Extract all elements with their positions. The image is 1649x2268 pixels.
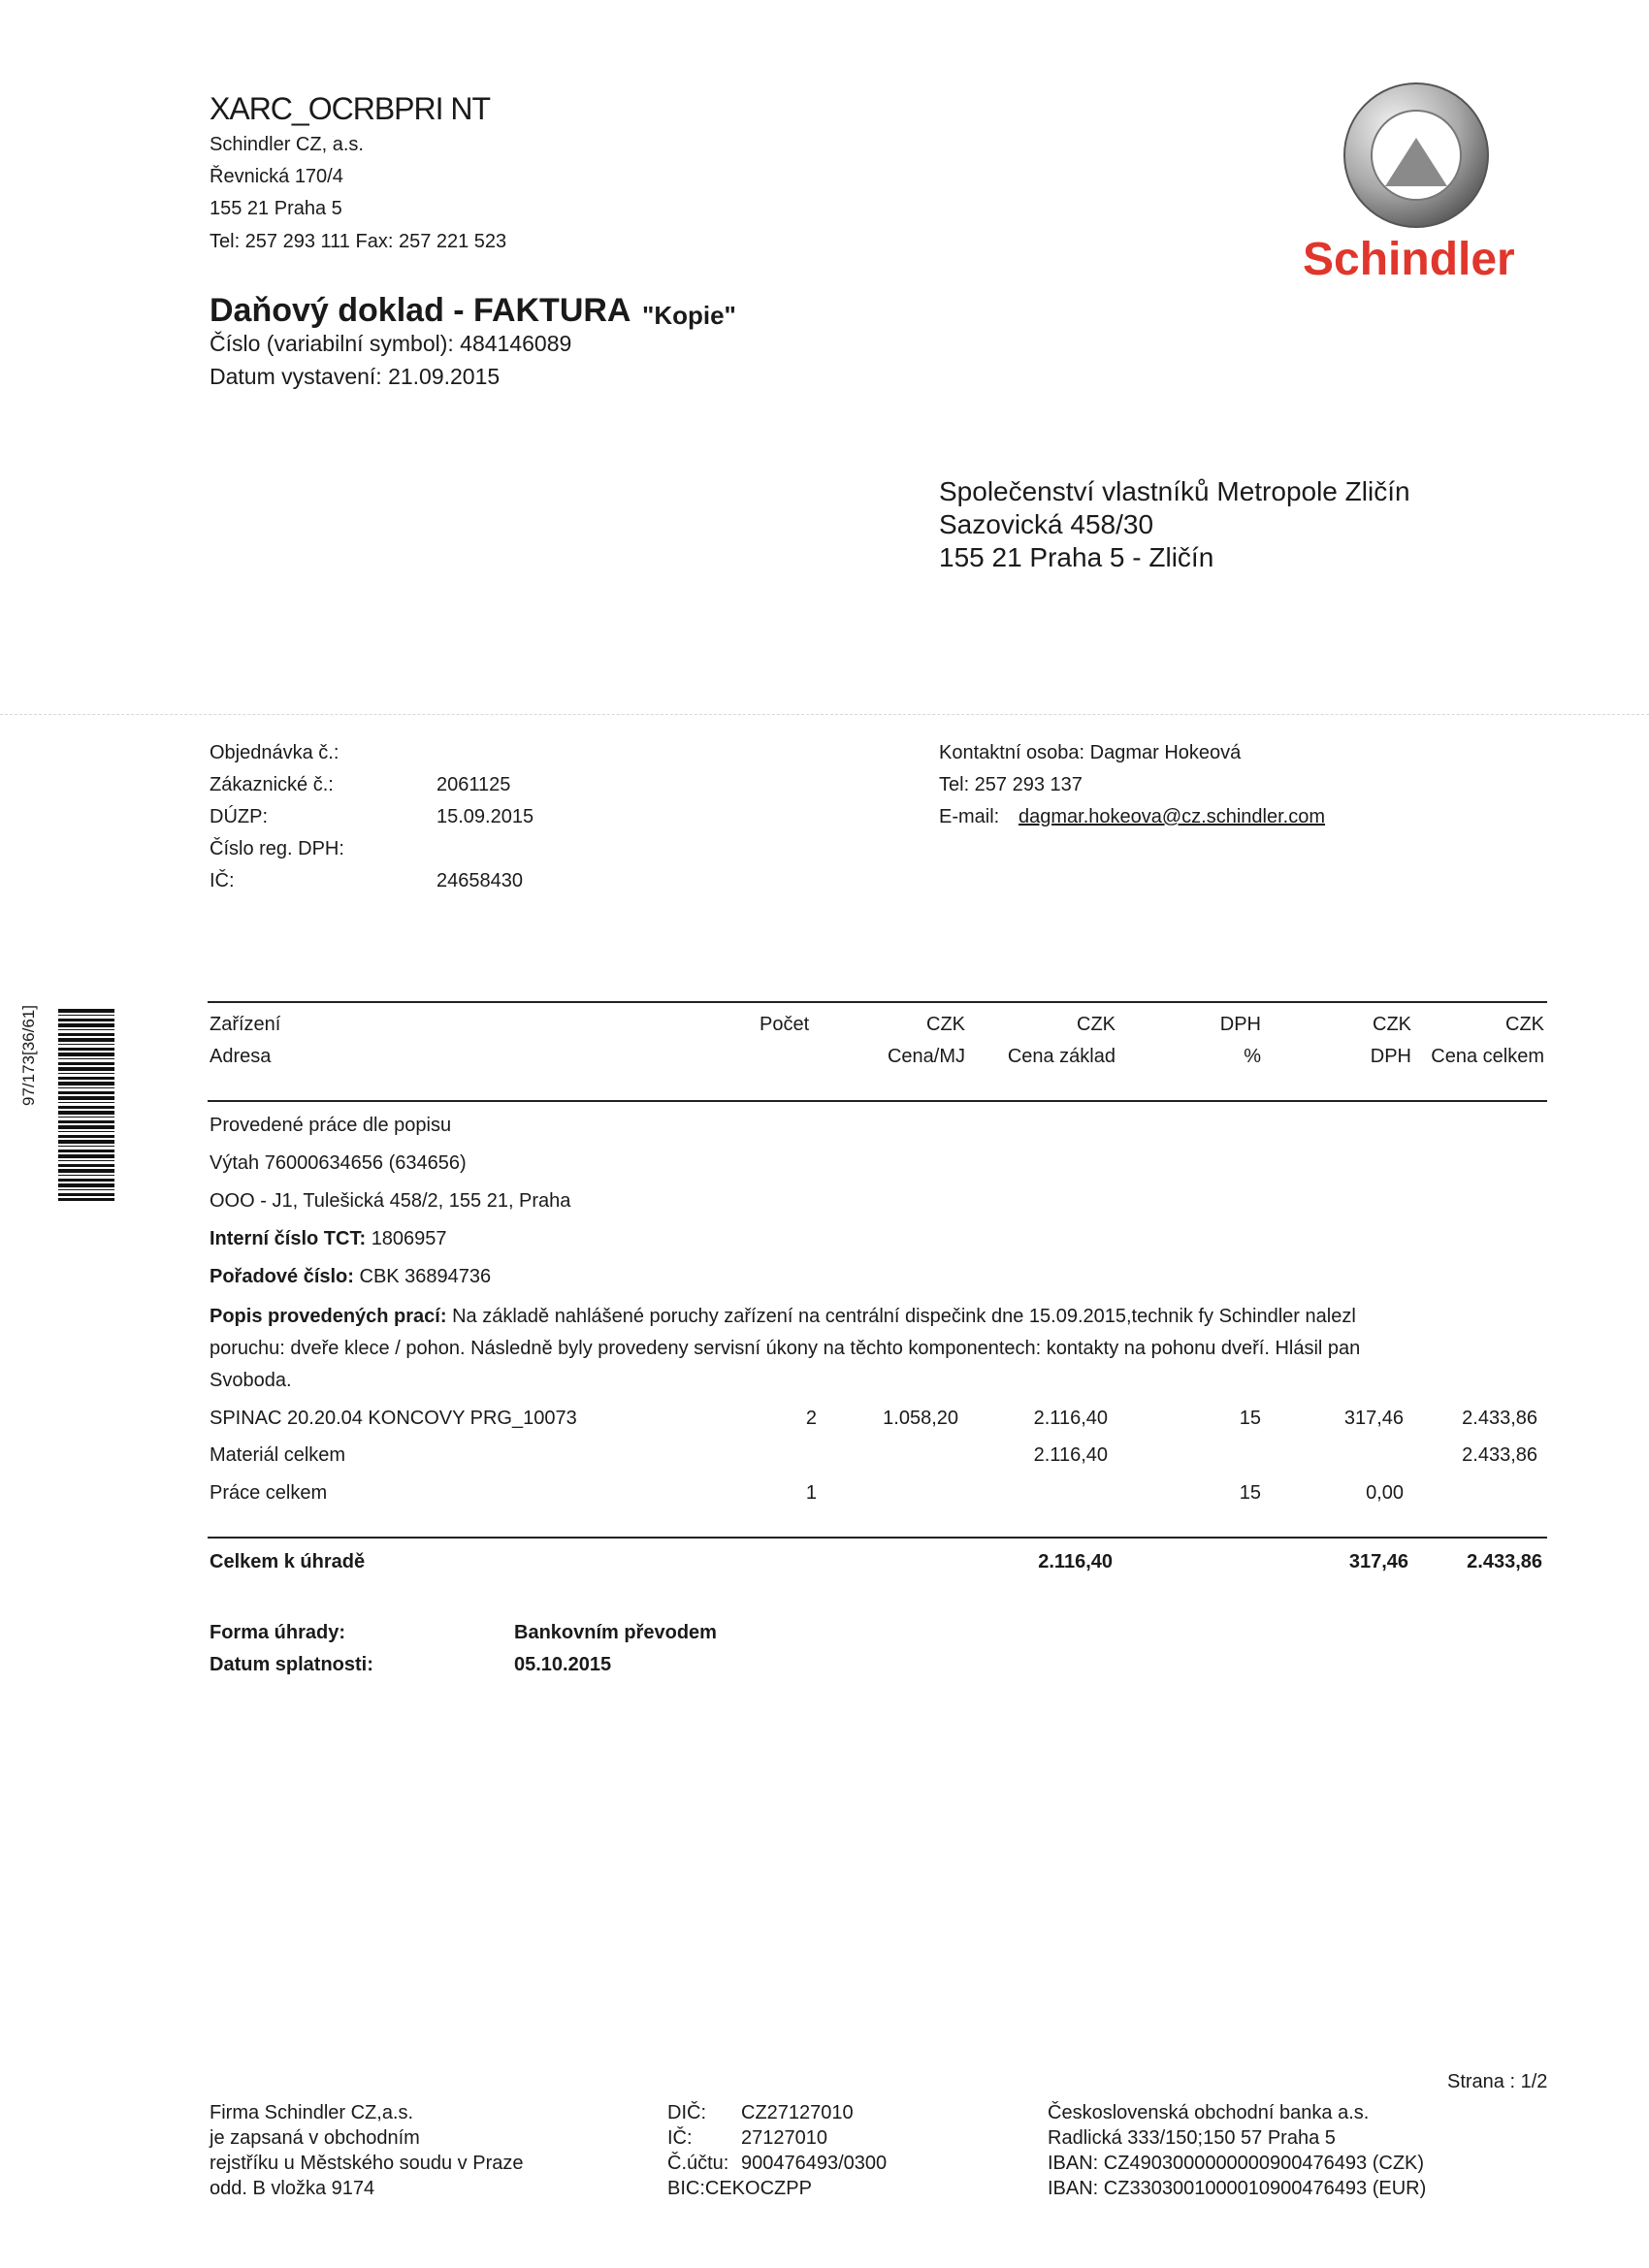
footer-label: Č.účtu: [667,2153,729,2174]
footer-bank [1048,2100,1426,2201]
duzp-label: DÚZP: [210,806,268,827]
recipient-name: Společenství vlastníků Metropole Zličín [939,476,1410,506]
contact-tel: Tel: 257 293 137 [939,774,1083,795]
footer-line: Československá obchodní banka a.s. [1048,2102,1370,2123]
col-vat-label: DPH [1219,1014,1261,1035]
contact-email-label: E-mail: [939,806,1000,827]
col-device: Zařízení [210,1014,281,1035]
doc-number: Číslo (variabilní symbol): 484146089 [210,331,572,356]
doc-title: Daňový doklad - FAKTURA [210,292,631,329]
desc-line: Provedené práce dle popisu [210,1115,452,1136]
company-name: Schindler CZ, a.s. [210,134,364,155]
col-total-currency: CZK [1505,1014,1544,1035]
work-text-2: poruchu: dveře klece / pohon. Následně byly provedeny servisní úkony na těchto komponentech: kontakty na pohonu dveří. Hlásil pan [210,1338,1361,1359]
col-vat-currency: CZK [1373,1014,1411,1035]
col-vat-amount: DPH [1370,1046,1411,1067]
schindler-logo-icon [1339,78,1494,233]
row-unit-price: 1.058,20 [883,1408,958,1429]
internal-no-label: Interní číslo TCT: [210,1228,367,1249]
total-base: 2.116,40 [1038,1551,1113,1572]
contact-person: Kontaktní osoba: Dagmar Hokeová [939,742,1242,763]
footer-value: 27127010 [741,2127,827,2149]
ic-label: IČ: [210,870,235,891]
barcode [58,1009,114,1201]
desc-line: OOO - J1, Tulešická 458/2, 155 21, Praha [210,1190,571,1212]
work-text-3: Svoboda. [210,1370,292,1391]
footer-line: IBAN: CZ3303001000010900476493 (EUR) [1048,2178,1427,2199]
col-unit-price: Cena/MJ [887,1046,965,1067]
col-unit-currency: CZK [926,1014,965,1035]
work-description [210,1301,1356,1333]
recipient-city: 155 21 Praha 5 - Zličín [939,542,1214,572]
order-seq [210,1261,491,1293]
barcode-text: 97/173[36/61] [19,1005,38,1106]
row-vat: 317,46 [1343,1408,1404,1429]
footer-line: Radlická 333/150;150 57 Praha 5 [1048,2127,1336,2149]
customer-no-value: 2061125 [436,774,511,795]
col-qty: Počet [760,1014,810,1035]
page-number: Strana : 1/2 [1447,2071,1548,2092]
footer-line: Firma Schindler CZ,a.s. [210,2102,414,2123]
work-text-1: Na základě nahlášené poruchy zařízení na centrální dispečink dne 15.09.2015,technik fy Schindler nalezl [452,1306,1356,1327]
row-name: Materiál celkem [210,1444,346,1466]
col-vat-pct: % [1244,1046,1261,1067]
total-amount: 2.433,86 [1467,1551,1542,1572]
footer-line: IBAN: CZ4903000000000900476493 (CZK) [1048,2153,1425,2174]
table-head-rule [208,1100,1547,1102]
contact-email-link[interactable]: dagmar.hokeova@cz.schindler.com [1018,806,1326,827]
payment-method-label: Forma úhrady: [210,1622,346,1643]
footer-line: je zapsaná v obchodním [210,2127,420,2149]
total-vat: 317,46 [1348,1551,1408,1572]
recipient-street: Sazovická 458/30 [939,509,1154,539]
row-vat-pct: 15 [1239,1408,1261,1429]
row-total: 2.433,86 [1462,1444,1537,1466]
vat-reg-label: Číslo reg. DPH: [210,838,344,859]
col-total-price: Cena celkem [1431,1046,1544,1067]
internal-no-value: 1806957 [371,1228,447,1249]
fold-line [0,714,1649,715]
footer-label: IČ: [667,2127,693,2149]
internal-no [210,1223,447,1255]
row-total: 2.433,86 [1462,1408,1537,1429]
col-base-currency: CZK [1077,1014,1116,1035]
issue-date: Datum vystavení: 21.09.2015 [210,364,501,389]
row-qty: 1 [805,1482,817,1504]
footer-company [210,2100,523,2201]
doc-code: XARC_OCRBPRI NT [210,91,491,126]
payment-method-value: Bankovním převodem [514,1622,717,1643]
due-date-label: Datum splatnosti: [210,1654,373,1675]
company-street: Řevnická 170/4 [210,166,343,187]
col-base-price: Cena základ [1007,1046,1116,1067]
desc-line: Výtah 76000634656 (634656) [210,1152,467,1174]
footer-id-values [741,2100,887,2176]
copy-label: "Kopie" [642,301,736,330]
order-seq-value: CBK 36894736 [359,1266,492,1287]
footer-value: CZ27127010 [741,2102,854,2123]
row-base: 2.116,40 [1033,1444,1108,1466]
footer-line: odd. B vložka 9174 [210,2178,375,2199]
ic-value: 24658430 [436,870,523,891]
row-name: Práce celkem [210,1482,328,1504]
col-address: Adresa [210,1046,272,1067]
order-seq-label: Pořadové číslo: [210,1266,354,1287]
footer-value: 900476493/0300 [741,2153,888,2174]
row-vat: 0,00 [1366,1482,1404,1504]
schindler-logo-text: Schindler [1303,234,1515,285]
row-name: SPINAC 20.20.04 KONCOVY PRG_10073 [210,1408,577,1429]
table-top-rule [208,1001,1547,1003]
customer-no-label: Zákaznické č.: [210,774,334,795]
total-label: Celkem k úhradě [210,1551,366,1572]
footer-label: BIC:CEKOCZPP [667,2178,812,2199]
footer-label: DIČ: [667,2102,706,2123]
row-vat-pct: 15 [1239,1482,1261,1504]
due-date-value: 05.10.2015 [514,1654,612,1675]
work-label: Popis provedených prací: [210,1306,447,1327]
row-qty: 2 [805,1408,817,1429]
order-label: Objednávka č.: [210,742,340,763]
duzp-value: 15.09.2015 [436,806,534,827]
footer-line: rejstříku u Městského soudu v Praze [210,2153,524,2174]
company-phone-fax: Tel: 257 293 111 Fax: 257 221 523 [210,231,507,252]
table-total-rule [208,1537,1547,1539]
company-city: 155 21 Praha 5 [210,198,342,219]
row-base: 2.116,40 [1033,1408,1108,1429]
